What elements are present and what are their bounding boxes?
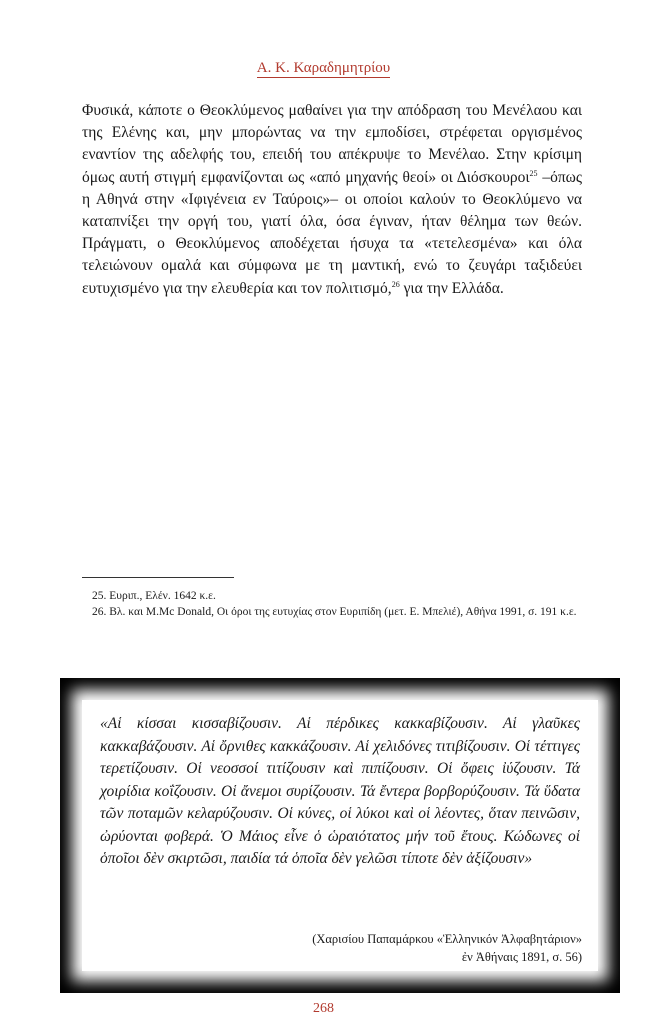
- footnote-26: 26. Βλ. και M.Mc Donald, Οι όροι της ευτυχίας στον Ευριπίδη (μετ. Ε. Μπελιέ), Αθήνα 1991, σ. 191 κ.ε.: [92, 606, 577, 618]
- page-number: 268: [313, 1001, 334, 1016]
- footnote-ref-25[interactable]: 25: [529, 168, 538, 178]
- running-head: [0, 60, 647, 77]
- footnote-divider: [82, 577, 234, 578]
- quote-text: «Αἱ κίσσαι κισσαβίζουσιν. Αἱ πέρδικες κακκαβίζουσιν. Αἱ γλαῦκες κακκαβάζουσιν. Αἱ ὄρνιθες κακκάζουσιν. Αἱ χελιδόνες τιτιβίζουσιν. Οἱ τέττιγες τερετίζουσιν. Οἱ νεοσσοί τιτίζουσιν καὶ πιπίζουσιν. Οἱ ὄφεις ἰύζουσιν. Τά χοιρίδια κοΐζουσιν. Οἱ ἄνεμοι συρίζουσιν. Τά ἔντερα βορβορύζουσιν. Τά ὕδατα τῶν ποταμῶν κελαρύζουσιν. Οἱ κύνες, οἱ λύκοι καὶ οἱ λέοντες, ὅταν πεινῶσιν, ὠρύονται φοβερά. Ὁ Μάιος εἶνε ὁ ὡραιότατος μήν τοῦ ἔτους. Κώδωνες οἱ ὁποῖοι δὲν σκιρτῶσι, παιδία τά ὁποῖα δὲν γελῶσι τίποτε δὲν ἀξίζουσιν»: [100, 715, 580, 867]
- footnote-ref-26[interactable]: 26: [391, 279, 400, 289]
- quote-source-line-1: (Χαρισίου Παπαμάρκου «Ἑλληνικόν Ἀλφαβητάριον»: [312, 932, 582, 946]
- quote-source-line-2: ἐν Ἀθήναις 1891, σ. 56): [461, 950, 582, 964]
- running-head-text: Α. Κ. Καραδημητρίου: [256, 60, 391, 76]
- paragraph-part-3: για την Ελλάδα.: [399, 279, 504, 297]
- quote-source: [100, 930, 582, 966]
- paragraph-part-1: Φυσικά, κάποτε ο Θεοκλύμενος μαθαίνει για την απόδραση του Μενέλαου και της Ελένης και, μην μπορώντας να την εμποδίσει, στρέφεται οργισμένος εναντίον της αδελφής του, επειδή του απέκρυψε το Μενέλαο. Στην κρίσιμη όμως αυτή στιγμή εμφανίζονται ως «από μηχανής θεοί» οι Διόσκουροι: [82, 102, 582, 186]
- main-paragraph: [82, 100, 582, 300]
- footnote-25: 25. Ευριπ., Ελέν. 1642 κ.ε.: [92, 590, 216, 602]
- footnotes: [92, 588, 582, 620]
- paragraph-part-2: –όπως η Αθηνά στην «Ιφιγένεια εν Ταύροις»– οι οποίοι καλούν το Θεοκλύμενο να καταπνίξει την οργή του, γιατί όλα, όσα έγιναν, ήταν θέλημα των θεών. Πράγματι, ο Θεοκλύμενος αποδέχεται ήσυχα τα «τετελεσμένα» και όλα τελειώνουν ομαλά και σύμφωνα με τη μαντική, ενώ το ζευγάρι ταξιδεύει ευτυχισμένο για την ελευθερία και τον πολιτισμό,: [82, 168, 582, 297]
